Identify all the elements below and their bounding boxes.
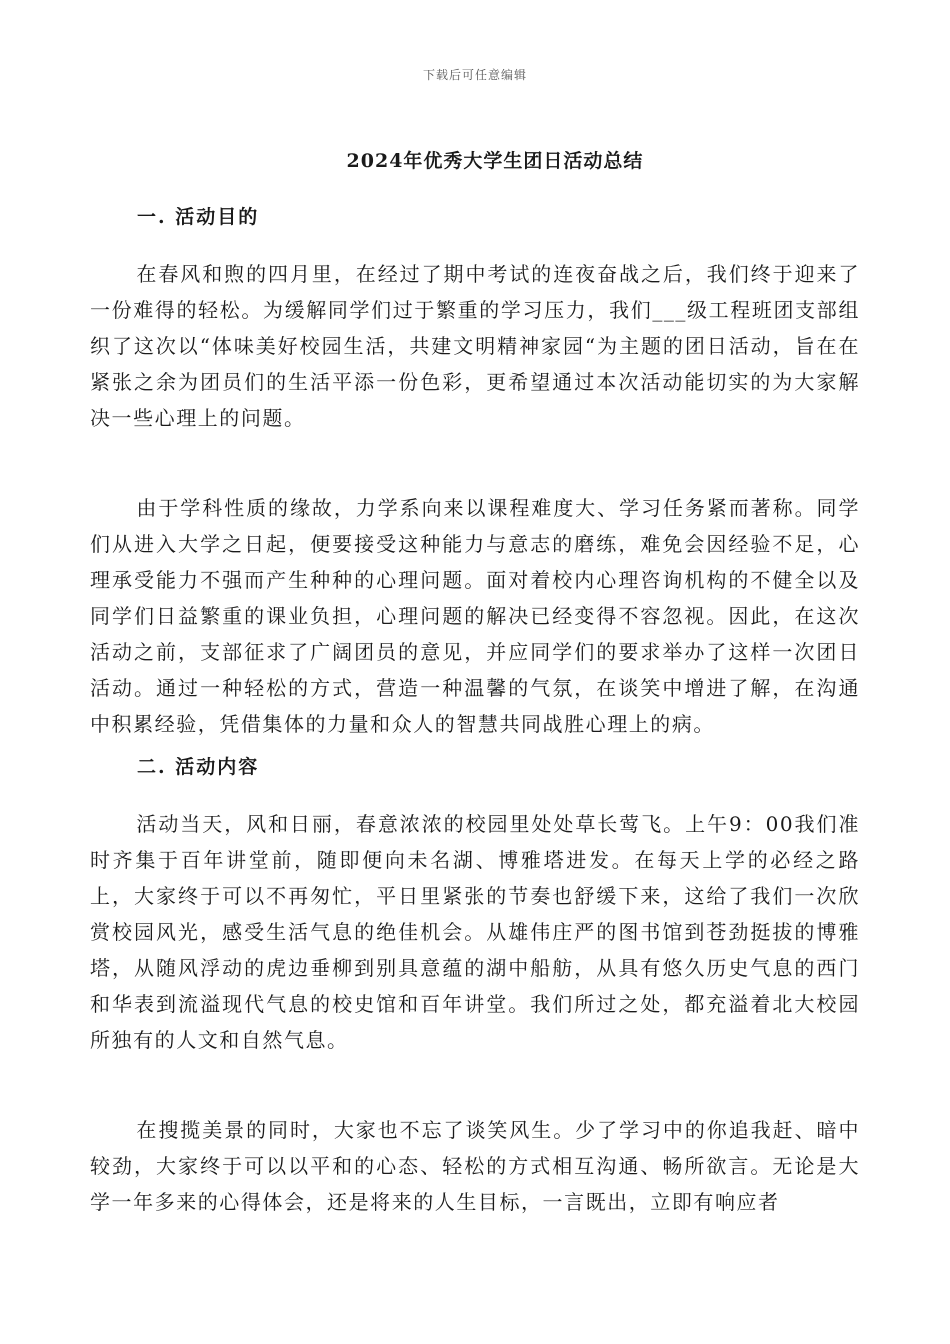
paragraph xyxy=(90,806,860,1058)
paragraph xyxy=(90,1112,860,1220)
paragraph-text: 在搜揽美景的同时，大家也不忘了谈笑风生。少了学习中的你追我赶、暗中较劲，大家终于可以以平和的心态、轻松的方式相互沟通、畅所欲言。无论是大学一年多来的心得体会，还是将来的人生目标，一言既出，立即有响应者 xyxy=(90,1118,860,1214)
page-header-note: 下载后可任意编辑 xyxy=(422,68,527,82)
document-title: 2024年优秀大学生团日活动总结 xyxy=(346,150,644,172)
paragraph-text: 活动当天，风和日丽，春意浓浓的校园里处处草长莺飞。上午9：00我们准时齐集于百年讲堂前，随即便向未名湖、博雅塔进发。在每天上学的必经之路上，大家终于可以不再匆忙，平日里紧张的节奏也舒缓下来，这给了我们一次欣赏校园风光，感受生活气息的绝佳机会。从雄伟庄严的图书馆到苍劲挺拔的博雅塔，从随风浮动的虎边垂柳到别具意蕴的湖中船舫，从具有悠久历史气息的西门和华表到流溢现代气息的校史馆和百年讲堂。我们所过之处，都充溢着北大校园所独有的人文和自然气息。 xyxy=(90,812,860,1052)
paragraph-text: 由于学科性质的缘故，力学系向来以课程难度大、学习任务紧而著称。同学们从进入大学之日起，便要接受这种能力与意志的磨练，难免会因经验不足，心理承受能力不强而产生种种的心理问题。面对着校内心理咨询机构的不健全以及同学们日益繁重的课业负担，心理问题的解决已经变得不容忽视。因此，在这次活动之前，支部征求了广阔团员的意见，并应同学们的要求举办了这样一次团日活动。通过一种轻松的方式，营造一种温馨的气氛，在谈笑中增进了解，在沟通中积累经验，凭借集体的力量和众人的智慧共同战胜心理上的病。 xyxy=(90,496,860,736)
section-heading-purpose: 一. 活动目的 xyxy=(137,206,260,228)
paragraph xyxy=(90,490,860,742)
section-heading-content: 二. 活动内容 xyxy=(137,756,260,778)
paragraph-text: 在春风和煦的四月里，在经过了期中考试的连夜奋战之后，我们终于迎来了一份难得的轻松。为缓解同学们过于繁重的学习压力，我们___级工程班团支部组织了这次以“体味美好校园生活，共建文明精神家园“为主题的团日活动，旨在在紧张之余为团员们的生活平添一份色彩，更希望通过本次活动能切实的为大家解决一些心理上的问题。 xyxy=(90,262,860,430)
paragraph xyxy=(90,256,860,436)
